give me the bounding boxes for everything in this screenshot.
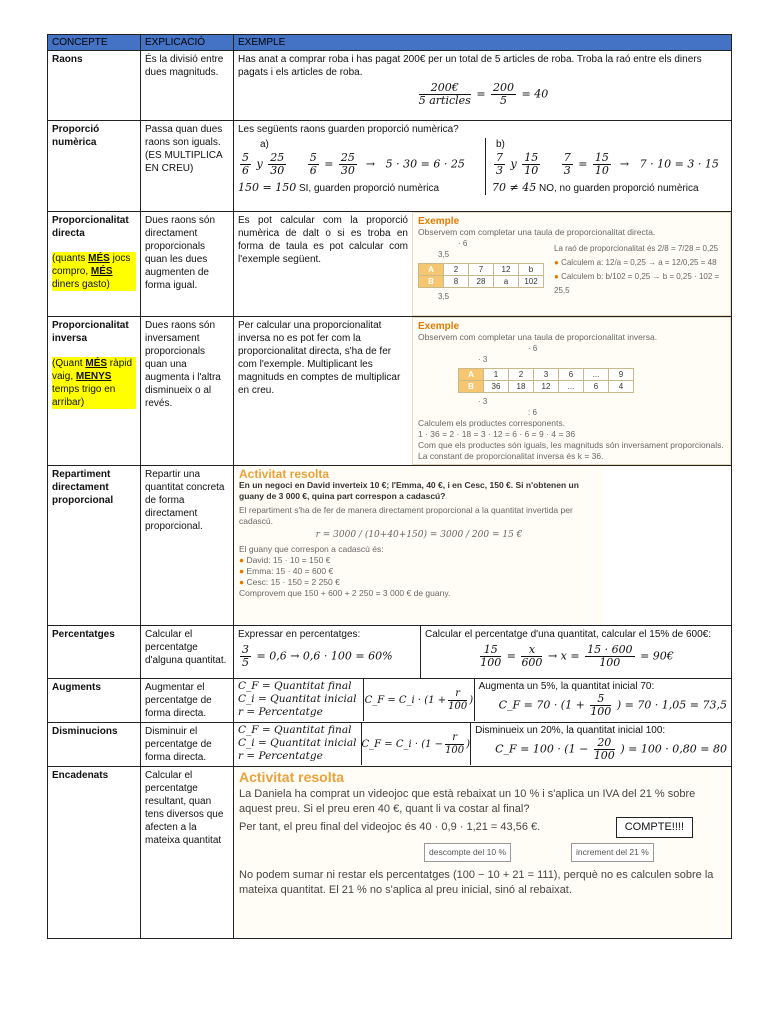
directa-example-image: Exemple Observem com completar una taula de proporcionalitat directa. · 6 3,5 A 2 7 12 b B 8 28 a 102 3,5 La raó de proporcionalitat és 2/8 = 7/28 = 0,25 ● Calculem a: 12/a = 0,25 → a = 12/0,25 = 48 ● Calculem b: b/102 = 0,25 → b = 0,25 · 102 = 25,5	[412, 212, 731, 316]
inversa-example-text: Per calcular una proporcionalitat inversa no es pot fer com la proporcionalitat directa, s'ha de fer com l'exemple. Multiplicant les magnituds en comptes de multiplicar en creu.	[238, 320, 401, 396]
concept-encadenats: Encadenats	[48, 767, 141, 939]
concept-proporcio: Proporció numèrica	[48, 121, 141, 212]
table-row-label: A	[419, 264, 444, 276]
example-proporcio	[234, 121, 732, 212]
table-cell: 8	[444, 276, 469, 288]
explanation-proporcio: Passa quan dues raons son iguals. (ES MULTIPLICA EN CREU)	[141, 121, 234, 212]
augments-definitions: C_F = Quantitat final C_i = Quantitat inicial r = Percentatge	[234, 679, 364, 721]
table-cell: 3	[534, 369, 559, 381]
inversa-row-b	[459, 381, 634, 393]
directa-note: (quants MÉS jocs compro, MÉS diners gasto)	[52, 252, 136, 291]
table-cell: 9	[609, 369, 634, 381]
row-disminucions	[48, 723, 732, 767]
row-augments	[48, 679, 732, 723]
table-cell: 2	[444, 264, 469, 276]
table-cell: 2	[509, 369, 534, 381]
concept-augments: Augments	[48, 679, 141, 723]
encadenats-tag-discount: descompte del 10 %	[424, 843, 511, 862]
directa-example-text: Es pot calcular com la proporció numèrica de dalt o si es troba en forma de taula es pot calcular com l'exemple següent.	[238, 215, 408, 265]
example-disminucions	[234, 723, 732, 767]
header-exemple: EXEMPLE	[234, 35, 732, 51]
percentatges-ex1: Expressar en percentatges: $\frac{3}{5}$ = 0,6 → 0,6 · 100 = 60%	[234, 626, 421, 678]
example-percentatges	[234, 626, 732, 679]
disminucions-example: Disminueix un 20%, la quantitat inicial 100: C_F = 100 · (1 − $\frac{20}{100}$ ) = 100 · 0,80 = 80	[475, 725, 727, 762]
row-raons	[48, 51, 732, 121]
header-explicacio: EXPLICACIÓ	[141, 35, 234, 51]
table-cell: 4	[609, 381, 634, 393]
summary-table	[47, 34, 732, 939]
compte-callout: COMPTE!!!!	[616, 817, 693, 838]
proporcio-intro: Les següents raons guarden proporció numèrica?	[238, 124, 459, 135]
inversa-note: (Quant MÉS ràpid vaig, MENYS temps trigo en arribar)	[52, 357, 136, 409]
row-inversa	[48, 317, 732, 466]
encadenats-example-image: Activitat resolta La Daniela ha comprat un videojoc que està rebaixat un 10 % i s'aplica un IVA del 21 % sobre aquest preu. Si el preu eren 40 €, quant li va costar al final? Per tant, el preu final del videojoc és 40 · 0,9 · 1,21 = 43,56 €. descompte del 10 % increment del 21 % No podem sumar ni restar els percentatges (100 − 10 + 21 = 111), perquè no es calculen sobre la mateixa quantitat. El 21 % no s'aplica al preu inicial, sinó al rebaixat.	[234, 767, 731, 937]
table-cell: 102	[519, 276, 544, 288]
row-encadenats	[48, 767, 732, 939]
table-cell: 12	[494, 264, 519, 276]
explanation-inversa: Dues raons són inversament proporcionals quan una augmenta i l'altra disminueix o al revés.	[141, 317, 234, 466]
directa-mini-table	[418, 263, 544, 288]
table-cell: 18	[509, 381, 534, 393]
concept-disminucions: Disminucions	[48, 723, 141, 767]
directa-row-a	[419, 264, 544, 276]
inversa-mini-table	[458, 368, 634, 393]
example-raons-text: Has anat a comprar roba i has pagat 200€ per un total de 5 articles de roba. Troba la raó entre els diners pagats i els articles de roba.	[238, 54, 702, 78]
table-cell: a	[494, 276, 519, 288]
example-repartiment	[234, 466, 732, 626]
explanation-encadenats: Calcular el percentatge resultant, quan tens diversos que afecten a la mateixa quantitat	[141, 767, 234, 939]
table-cell: 7	[469, 264, 494, 276]
example-directa	[234, 212, 732, 317]
concept-directa: Proporcionalitat directa (quants MÉS jocs compro, MÉS diners gasto)	[48, 212, 141, 317]
row-proporcio	[48, 121, 732, 212]
table-row-label: A	[459, 369, 484, 381]
table-cell: ...	[584, 369, 609, 381]
explanation-disminucions: Disminuir el percentatge de forma directa.	[141, 723, 234, 767]
table-row-label: B	[419, 276, 444, 288]
header-concepte: CONCEPTE	[48, 35, 141, 51]
concept-repartiment: Repartiment directament proporcional	[48, 466, 141, 626]
example-augments	[234, 679, 732, 723]
proporcio-case-b: b) $\frac{7}{3}$ y $\frac{15}{10}$ $\frac{7}{3}$ = $\frac{15}{10}$ → 7 · 10 = 3 · 15 70 ≠ 45 NO, no guarden proporció numèrica	[492, 139, 719, 194]
explanation-raons: És la divisió entre dues magnituds.	[141, 51, 234, 121]
table-cell: 1	[484, 369, 509, 381]
augments-example: Augmenta un 5%, la quantitat inicial 70: C_F = 70 · (1 + $\frac{5}{100}$ ) = 70 · 1,05 = 73,5	[478, 681, 727, 718]
directa-row-b	[419, 276, 544, 288]
row-percentatges	[48, 626, 732, 679]
table-row-label: B	[459, 381, 484, 393]
table-cell: 12	[534, 381, 559, 393]
example-inversa	[234, 317, 732, 466]
table-cell: ...	[559, 381, 584, 393]
table-header-row	[48, 35, 732, 51]
inversa-row-a	[459, 369, 634, 381]
percentatges-ex2: Calcular el percentatge d'una quantitat, calcular el 15% de 600€: $\frac{15}{100}$ = $\frac{x}{600}$ → x = $\frac{15 \cdot 600}{100}$ = 90€	[425, 629, 711, 669]
example-raons	[234, 51, 732, 121]
disminucions-definitions: C_F = Quantitat final C_i = Quantitat inicial r = Percentatge	[234, 723, 362, 765]
table-cell: 6	[584, 381, 609, 393]
augments-formula: C_F = C_i · (1 + $\frac{r}{100}$ )	[364, 679, 474, 721]
encadenats-tag-increase: increment del 21 %	[571, 843, 654, 862]
concept-percentatges: Percentatges	[48, 626, 141, 679]
repartiment-example-image: Activitat resolta En un negoci en David inverteix 10 €; l'Emma, 40 €, i en Cesc, 150 €. Si n'obtenen un guany de 3 000 €, quina part correspon a cadascú? El repartiment s'ha de fer de manera directament proporcional a la quantitat invertida per cadascú. r = 3000 / (10+40+150) = 3000 / 200 = 15 € El guany que correspon a cadascú és: ● David: 15 · 10 = 150 € ● Emma: 15 · 40 = 600 € ● Cesc: 15 · 150 = 2 250 € Comprovem que 150 + 600 + 2 250 = 3 000 € de guany.	[234, 466, 604, 624]
row-directa	[48, 212, 732, 317]
concept-raons: Raons	[48, 51, 141, 121]
example-encadenats	[234, 767, 732, 939]
explanation-directa: Dues raons són directament proporcionals quan les dues augmenten de forma igual.	[141, 212, 234, 317]
table-cell: 36	[484, 381, 509, 393]
raons-formula: $\frac{200€}{\text{5 articles}}$ = $\frac{200}{5}$ = 40	[418, 81, 549, 107]
inversa-example-image: Exemple Observem com completar una taula de proporcionalitat inversa. · 6 · 3 A 1 2 3 6 ... 9 B 36 18 12 ... 6 4 · 3 : 6 Calculem els productes corresponents. 1 · 36 = 2 · 18 = 3 · 12 = 6 · 6 = 9 · 4 = 36 Com que els productes són iguals, les magnituds són inversament proporcionals. La constant de proporcionalitat inversa és k = 36.	[412, 317, 731, 465]
explanation-augments: Augmentar el percentatge de forma directa.	[141, 679, 234, 723]
row-repartiment	[48, 466, 732, 626]
table-cell: b	[519, 264, 544, 276]
table-cell: 28	[469, 276, 494, 288]
table-cell: 6	[559, 369, 584, 381]
explanation-repartiment: Repartir una quantitat concreta de forma directament proporcional.	[141, 466, 234, 626]
proporcio-case-a: a) $\frac{5}{6}$ y $\frac{25}{30}$ $\frac{5}{6}$ = $\frac{25}{30}$ → 5 · 30 = 6 · 25 150 = 150 SI, guarden proporció numèrica	[238, 138, 486, 195]
disminucions-formula: C_F = C_i · (1 − $\frac{r}{100}$ )	[362, 723, 472, 765]
concept-inversa: Proporcionalitat inversa (Quant MÉS ràpid vaig, MENYS temps trigo en arribar)	[48, 317, 141, 466]
explanation-percentatges: Calcular el percentatge d'alguna quantitat.	[141, 626, 234, 679]
